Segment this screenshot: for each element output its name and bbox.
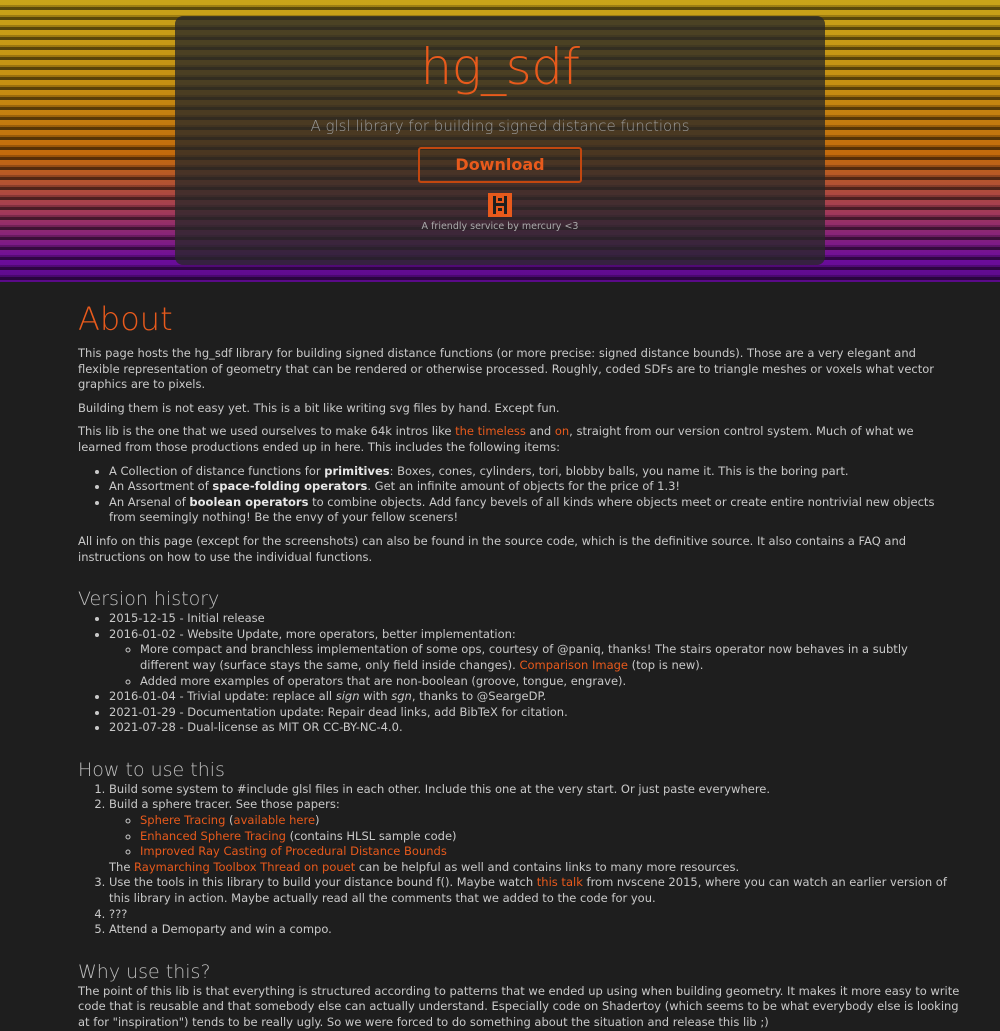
link-this-talk[interactable]: this talk (536, 875, 583, 890)
list-item: 4. ??? (109, 907, 960, 923)
about-paragraph-3: This lib is the one that we used ourselves to make 64k intros like the timeless and on, straight from our version control system. Much of what we learned from those productions ended up in here. This includes the following items: (78, 424, 914, 454)
main-content (78, 298, 960, 1031)
list-item: • 2021-01-29 - Documentation update: Repair dead links, add BibTeX for citation. (109, 705, 960, 721)
list-item: • 2016-01-04 - Trivial update: replace all sign with sgn, thanks to @SeargeDP. (109, 689, 960, 705)
page-title: hg_sdf (420, 38, 580, 96)
page-subtitle: A glsl library for building signed distance functions (310, 117, 690, 135)
hero-card (175, 16, 825, 265)
why-heading: Why use this? (78, 960, 211, 983)
list-item (140, 844, 960, 860)
link-the-timeless[interactable]: the timeless (455, 424, 526, 439)
version-sublist (109, 642, 960, 689)
features-list (78, 464, 960, 526)
list-item: ◦ Sphere Tracing (available here) (140, 813, 960, 829)
list-item: ◦ Added more examples of operators that are non-boolean (groove, tongue, engrave). (140, 674, 960, 690)
version-history-heading: Version history (78, 588, 220, 611)
link-comparison-image[interactable]: Comparison Image (519, 657, 629, 672)
list-item: • 2016-01-02 - Website Update, more operators, better implementation: ◦ More compact and branchless implementation of some ops, courtesy of @paniq, thanks! The stairs operator now behaves in a subtly different way (surface stays the same, only field inside changes). Comparison Image (top is new). ◦ Added more examples of operators that are non-boolean (groove, tongue, engrave). (109, 627, 960, 689)
papers-list (109, 813, 960, 860)
list-item: • An Arsenal of boolean operators to combine objects. Add fancy bevels of all kinds where objects meet or create entire nontrivial new objects from seemingly nothing! Be the envy of your fellow sceners! (109, 495, 960, 526)
list-item: 1. Build some system to #include glsl files in each other. Include this one at the very start. Or just paste everywhere. (109, 782, 960, 798)
link-on[interactable]: on (554, 424, 570, 439)
about-heading: About (78, 300, 173, 338)
list-item: • An Assortment of space-folding operators. Get an infinite amount of objects for the price of 1.3! (109, 479, 960, 495)
link-raymarching-toolbox[interactable]: Raymarching Toolbox Thread on pouet (134, 859, 356, 874)
mercury-logo-icon[interactable] (488, 193, 512, 217)
link-improved-ray-casting[interactable]: Improved Ray Casting of Procedural Distance Bounds (140, 844, 447, 859)
link-enhanced-sphere-tracing[interactable]: Enhanced Sphere Tracing (140, 828, 286, 843)
hero-banner (0, 0, 1000, 282)
list-item: ◦ Enhanced Sphere Tracing (contains HLSL sample code) (140, 829, 960, 845)
how-to-list (78, 782, 960, 938)
how-to-heading: How to use this (78, 758, 225, 781)
link-sphere-tracing[interactable]: Sphere Tracing (140, 813, 226, 828)
about-paragraph-4: All info on this page (except for the screenshots) can also be found in the source code, which is the definitive source. It also contains a FAQ and instructions on how to use the individual functions. (78, 533, 907, 564)
list-item: ◦ More compact and branchless implementation of some ops, courtesy of @paniq, thanks! The stairs operator now behaves in a subtly different way (surface stays the same, only field inside changes). Comparison Image (top is new). (140, 642, 960, 673)
list-item: • A Collection of distance functions for primitives: Boxes, cones, cylinders, tori, blobby balls, you name it. This is the boring part. (109, 464, 960, 480)
download-button[interactable]: Download (418, 147, 582, 183)
why-paragraph: The point of this lib is that everything is structured according to patterns that we ended up using when building geometry. It makes it more easy to write code that is reusable and that somebody else can actually understand. Especially code on Shadertoy (which seems to be what everybody else is looking at for "inspiration") tends to be really ugly. So we were forced to do something about the situation and release this lib ;) (78, 983, 960, 1029)
about-paragraph-1: This page hosts the hg_sdf library for building signed distance functions (or more precise: signed distance bounds). Those are a very elegant and flexible representation of geometry that can be rendered or otherwise processed. Roughly, coded SDFs are to triangle meshes or voxels what vector graphics are to pixels. (78, 346, 934, 392)
link-available-here[interactable]: available here (233, 813, 316, 828)
version-list (78, 611, 960, 736)
hero-credit: A friendly service by mercury <3 (421, 220, 579, 232)
list-item: 3. Use the tools in this library to build your distance bound f(). Maybe watch this talk from nvscene 2015, where you can watch an earlier version of this library in action. Maybe actually read all the comments that we added to the code for you. (109, 875, 960, 906)
about-paragraph-2: Building them is not easy yet. This is a bit like writing svg files by hand. Except fun. (78, 400, 560, 415)
list-item: 2. Build a sphere tracer. See those papers: ◦ Sphere Tracing (available here) ◦ Enhanced Sphere Tracing (contains HLSL sample code) ◦ Improved Ray Casting of Procedural Distance Bounds The Raymarching Toolbox Thread on pouet can be helpful as well and contains links to many more resources. (109, 797, 960, 875)
list-item: • 2015-12-15 - Initial release (109, 611, 960, 627)
list-item: • 2021-07-28 - Dual-license as MIT OR CC-BY-NC-4.0. (109, 720, 960, 736)
list-item: 5. Attend a Demoparty and win a compo. (109, 922, 960, 938)
